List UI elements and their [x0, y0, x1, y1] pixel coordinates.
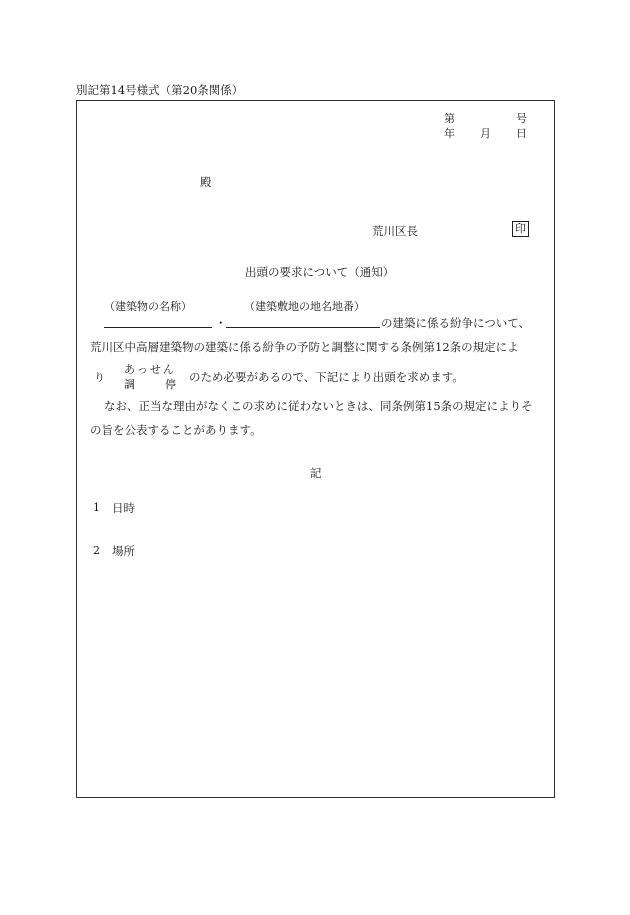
- separator-dot: ・: [215, 316, 227, 330]
- body-para2-line1: なお、正当な理由がなくこの求めに従わないときは、同条例第15条の規定によりそ: [104, 399, 533, 413]
- sender: 荒川区長: [372, 224, 418, 238]
- page-title: 出頭の要求について（通知）: [245, 265, 395, 279]
- body-line1-end: の建築に係る紛争について、: [381, 316, 531, 330]
- body-line3-start: り: [94, 371, 105, 384]
- document-frame: [76, 100, 555, 798]
- body-para2-line2: の旨を公表することがあります。: [90, 423, 262, 437]
- month-label: 月: [480, 127, 491, 140]
- building-name-blank: [104, 327, 212, 328]
- option-assen: あっせん: [124, 363, 176, 376]
- body-line2: 荒川区中高層建築物の建築に係る紛争の予防と調整に関する条例第12条の規定によ: [90, 340, 519, 354]
- building-name-label: （建築物の名称）: [104, 300, 192, 313]
- day-label: 日: [516, 127, 527, 140]
- seal-mark: 印: [512, 221, 529, 237]
- item-1-label: 日時: [112, 501, 135, 515]
- site-address-blank: [226, 327, 380, 328]
- number-prefix: 第: [444, 112, 455, 125]
- option-chotei-2: 停: [165, 378, 176, 391]
- form-caption: 別記第14号様式（第20条関係）: [76, 83, 244, 97]
- number-suffix: 号: [516, 112, 527, 125]
- addressee-suffix: 殿: [200, 175, 212, 189]
- option-chotei-1: 調: [124, 378, 135, 391]
- item-1-number: 1: [93, 501, 100, 514]
- site-address-label: （建築敷地の地名地番）: [244, 300, 365, 313]
- ki-heading: 記: [310, 466, 322, 480]
- item-2-label: 場所: [112, 544, 135, 558]
- item-2-number: 2: [93, 544, 100, 557]
- year-label: 年: [444, 127, 455, 140]
- body-line3-end: のため必要があるので、下記により出頭を求めます。: [189, 370, 464, 384]
